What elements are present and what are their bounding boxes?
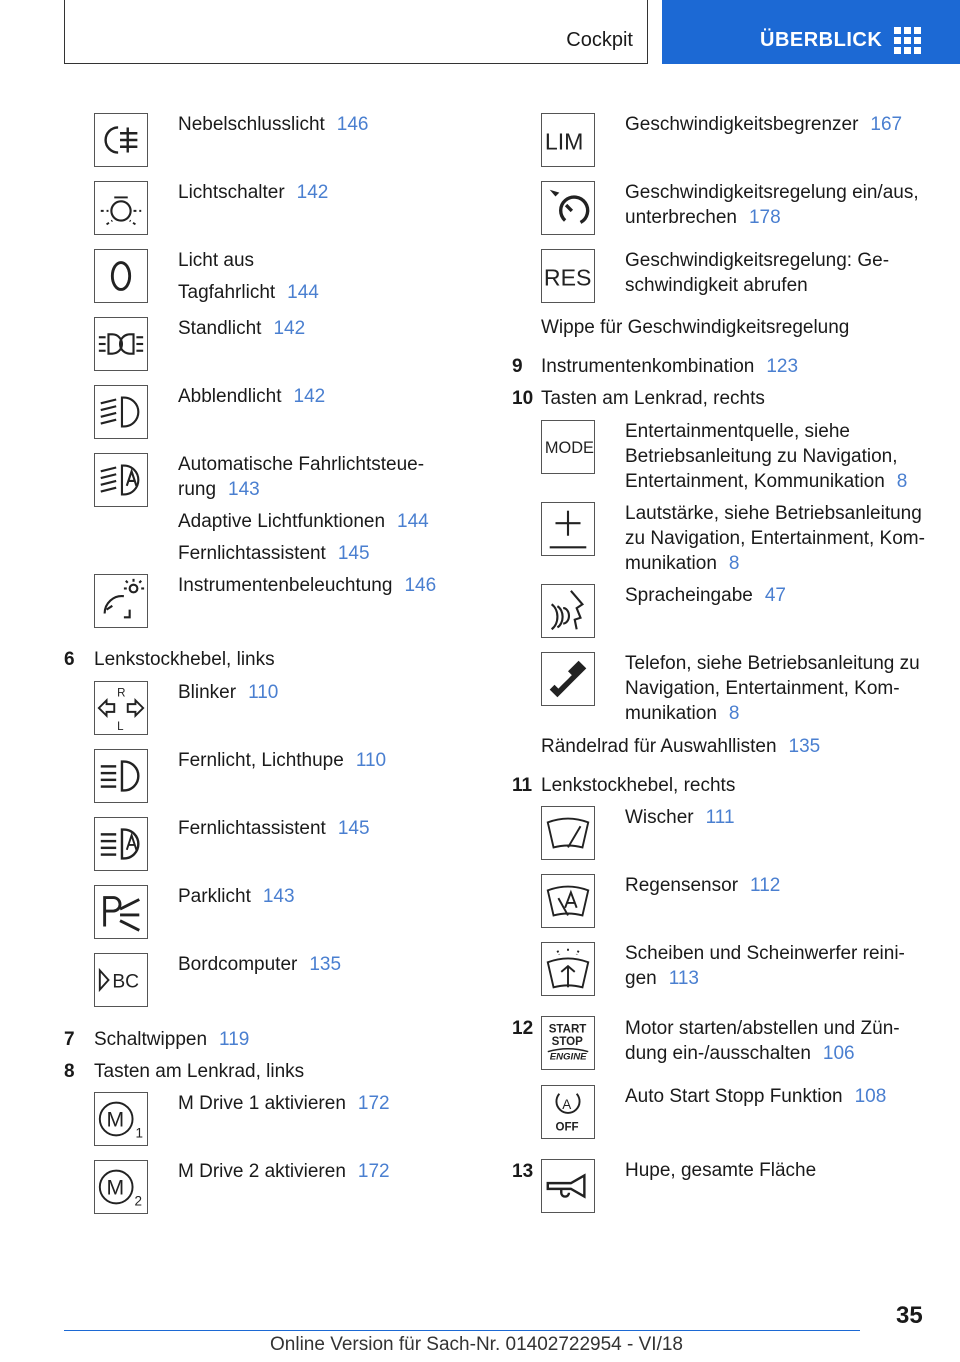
adaptive-light-label: Adaptive Lichtfunktionen 144 [178,511,429,532]
engine-start-label-l2: dung ein-/ausschalten 106 [625,1043,855,1064]
svg-text:M: M [106,1176,125,1200]
svg-text:MODE: MODE [544,438,594,457]
mode-icon [541,420,595,474]
item-heading: Lenkstockhebel, rechts [541,775,736,796]
turn-signal-label: Blinker 110 [178,682,279,703]
page-ref[interactable]: 111 [705,807,735,828]
rear-fog-light-label: Nebelschlusslicht 146 [178,114,369,135]
svg-text:2: 2 [134,1193,142,1209]
header-box [64,0,648,64]
rocker-label: Wippe für Geschwindigkeitsregelung [541,317,850,338]
turn-signal-icon [94,681,148,735]
chapter-title: ÜBERBLICK [760,29,883,51]
entertainment-label-l2: Betriebsanleitung zu Navigation, [625,446,898,467]
phone-icon [541,652,595,706]
page-ref[interactable]: 112 [750,875,781,896]
svg-text:RES: RES [543,264,592,291]
m-drive-2-label: M Drive 2 aktivieren 172 [178,1161,390,1182]
light-off-icon [94,249,148,303]
auto-headlight-label-l1: Automatische Fahrlichtsteue- [178,454,425,475]
footer-online-version: Online Version für Sach-Nr. 01402722954 - VI/18 [270,1334,683,1355]
shift-paddles-label: Schaltwippen 119 [94,1029,250,1050]
item-number: 10 [512,388,534,409]
resume-speed-label-l1: Geschwindigkeitsregelung: Ge- [625,250,890,271]
parking-light-icon [94,317,148,371]
grid-icon [894,27,922,55]
rain-sensor-icon [541,874,595,928]
page-ref[interactable]: 178 [748,207,781,228]
page-ref[interactable]: 145 [337,543,370,564]
svg-text:STOP: STOP [551,1035,583,1048]
entertainment-label-l3: Entertainment, Kommunikation 8 [625,471,908,492]
volume-label-l2: zu Navigation, Entertainment, Kom- [625,528,925,549]
onboard-computer-label: Bordcomputer 135 [178,954,342,975]
voice-input-icon [541,584,595,638]
horn-icon [541,1159,595,1213]
page-ref[interactable]: 144 [287,282,319,303]
item-heading: Lenkstockhebel, links [94,649,275,670]
washer-label-l1: Scheiben und Scheinwerfer reini- [625,943,905,964]
svg-text:LIM: LIM [544,128,584,155]
item-heading: Tasten am Lenkrad, links [94,1061,305,1082]
high-beam-assistant-label: Fernlichtassistent 145 [178,818,370,839]
m-drive-1-icon [94,1092,148,1146]
start-stop-icon [541,1016,595,1070]
page-ref[interactable]: 135 [309,954,342,975]
page-ref[interactable]: 8 [728,553,740,574]
page-ref[interactable]: 113 [668,968,699,989]
high-beam-icon [94,749,148,803]
high-beam-label: Fernlicht, Lichthupe 110 [178,750,387,771]
svg-text:L: L [117,721,124,734]
page-ref[interactable]: 146 [404,575,437,596]
lim-icon [541,113,595,167]
light-off-label: Licht aus [178,250,255,271]
item-number: 8 [64,1061,75,1082]
low-beam-label: Abblendlicht 142 [178,386,326,407]
resume-speed-label-l2: schwindigkeit abrufen [625,275,808,296]
page-ref[interactable]: 172 [357,1093,390,1114]
volume-label-l1: Lautstärke, siehe Betriebsanleitung [625,503,922,524]
item-number: 9 [512,356,523,377]
speed-limiter-label: Geschwindigkeitsbegrenzer 167 [625,114,903,135]
svg-text:M: M [106,1108,125,1132]
page-ref[interactable]: 167 [870,114,903,135]
phone-label-l1: Telefon, siehe Betriebsanleitung zu [625,653,920,674]
page-ref[interactable]: 146 [336,114,369,135]
auto-headlight-label-l2: rung 143 [178,479,260,500]
res-icon [541,249,595,303]
volume-icon [541,502,595,556]
park-light-icon [94,885,148,939]
page-ref[interactable]: 108 [854,1086,887,1107]
entertainment-label-l1: Entertainmentquelle, siehe [625,421,850,442]
svg-text:R: R [117,687,126,700]
cruise-control-label-l2: unterbrechen 178 [625,207,781,228]
cruise-control-icon [541,181,595,235]
item-number: 11 [512,775,533,796]
cruise-control-label-l1: Geschwindigkeitsregelung ein/aus, [625,182,919,203]
page-ref[interactable]: 142 [273,318,306,339]
engine-start-label-l1: Motor starten/abstellen und Zün- [625,1018,900,1039]
instrument-lighting-icon [94,574,148,628]
m-drive-1-label: M Drive 1 aktivieren 172 [178,1093,390,1114]
svg-text:OFF: OFF [555,1121,579,1134]
page-ref[interactable]: 142 [293,386,326,407]
volume-label-l3: munikation 8 [625,553,740,574]
park-light-label: Parklicht 143 [178,886,295,907]
thumbwheel-label: Rändelrad für Auswahllisten 135 [541,736,821,757]
wiper-label: Wischer 111 [625,807,735,828]
item-number: 13 [512,1161,534,1182]
instrument-cluster-label: Instrumentenkombination 123 [541,356,799,377]
page-number: 35 [896,1302,923,1329]
onboard-computer-icon [94,953,148,1007]
svg-text:BC: BC [112,971,140,993]
svg-text:START: START [548,1023,587,1036]
page-ref[interactable]: 123 [766,356,799,377]
phone-label-l2: Navigation, Entertainment, Kom- [625,678,900,699]
high-beam-assistant-icon [94,817,148,871]
light-switch-label: Lichtschalter 142 [178,182,329,203]
page-ref[interactable]: 144 [397,511,429,532]
page-ref[interactable]: 119 [219,1029,250,1050]
washer-icon [541,942,595,996]
footer-divider [64,1330,860,1331]
page-ref[interactable]: 110 [248,682,279,703]
washer-label-l2: gen 113 [625,968,699,989]
rear-fog-light-icon [94,113,148,167]
page-ref[interactable]: 8 [896,471,908,492]
page-ref[interactable]: 143 [228,479,260,500]
page-ref[interactable]: 106 [822,1043,855,1064]
light-switch-icon [94,181,148,235]
page-ref[interactable]: 110 [355,750,387,771]
section-title: Cockpit [566,29,633,51]
item-heading: Tasten am Lenkrad, rechts [541,388,765,409]
low-beam-icon [94,385,148,439]
svg-text:A: A [562,1097,572,1113]
item-number: 12 [512,1018,534,1039]
m-drive-2-icon [94,1160,148,1214]
svg-text:ENGINE: ENGINE [549,1051,587,1063]
page-ref[interactable]: 8 [728,703,740,724]
auto-headlight-icon [94,453,148,507]
wiper-icon [541,806,595,860]
auto-start-stop-label: Auto Start Stopp Funktion 108 [625,1086,887,1107]
item-number: 6 [64,649,75,670]
phone-label-l3: munikation 8 [625,703,740,724]
item-number: 7 [64,1029,75,1050]
voice-input-label: Spracheingabe 47 [625,585,786,606]
daytime-light-label: Tagfahrlicht 144 [178,282,319,303]
page-ref[interactable]: 142 [296,182,329,203]
chapter-tab[interactable] [662,0,960,64]
page-ref[interactable]: 47 [764,585,786,606]
page-ref[interactable]: 145 [337,818,370,839]
high-beam-assistant-label-top: Fernlichtassistent 145 [178,543,370,564]
rain-sensor-label: Regensensor 112 [625,875,781,896]
instrument-lighting-label: Instrumentenbeleuchtung 146 [178,575,437,596]
page-ref[interactable]: 135 [788,736,821,757]
svg-text:1: 1 [135,1125,143,1141]
page-ref[interactable]: 143 [262,886,295,907]
page-ref[interactable]: 172 [357,1161,390,1182]
parking-light-label: Standlicht 142 [178,318,306,339]
auto-start-stop-icon [541,1085,595,1139]
horn-label: Hupe, gesamte Fläche [625,1160,817,1181]
